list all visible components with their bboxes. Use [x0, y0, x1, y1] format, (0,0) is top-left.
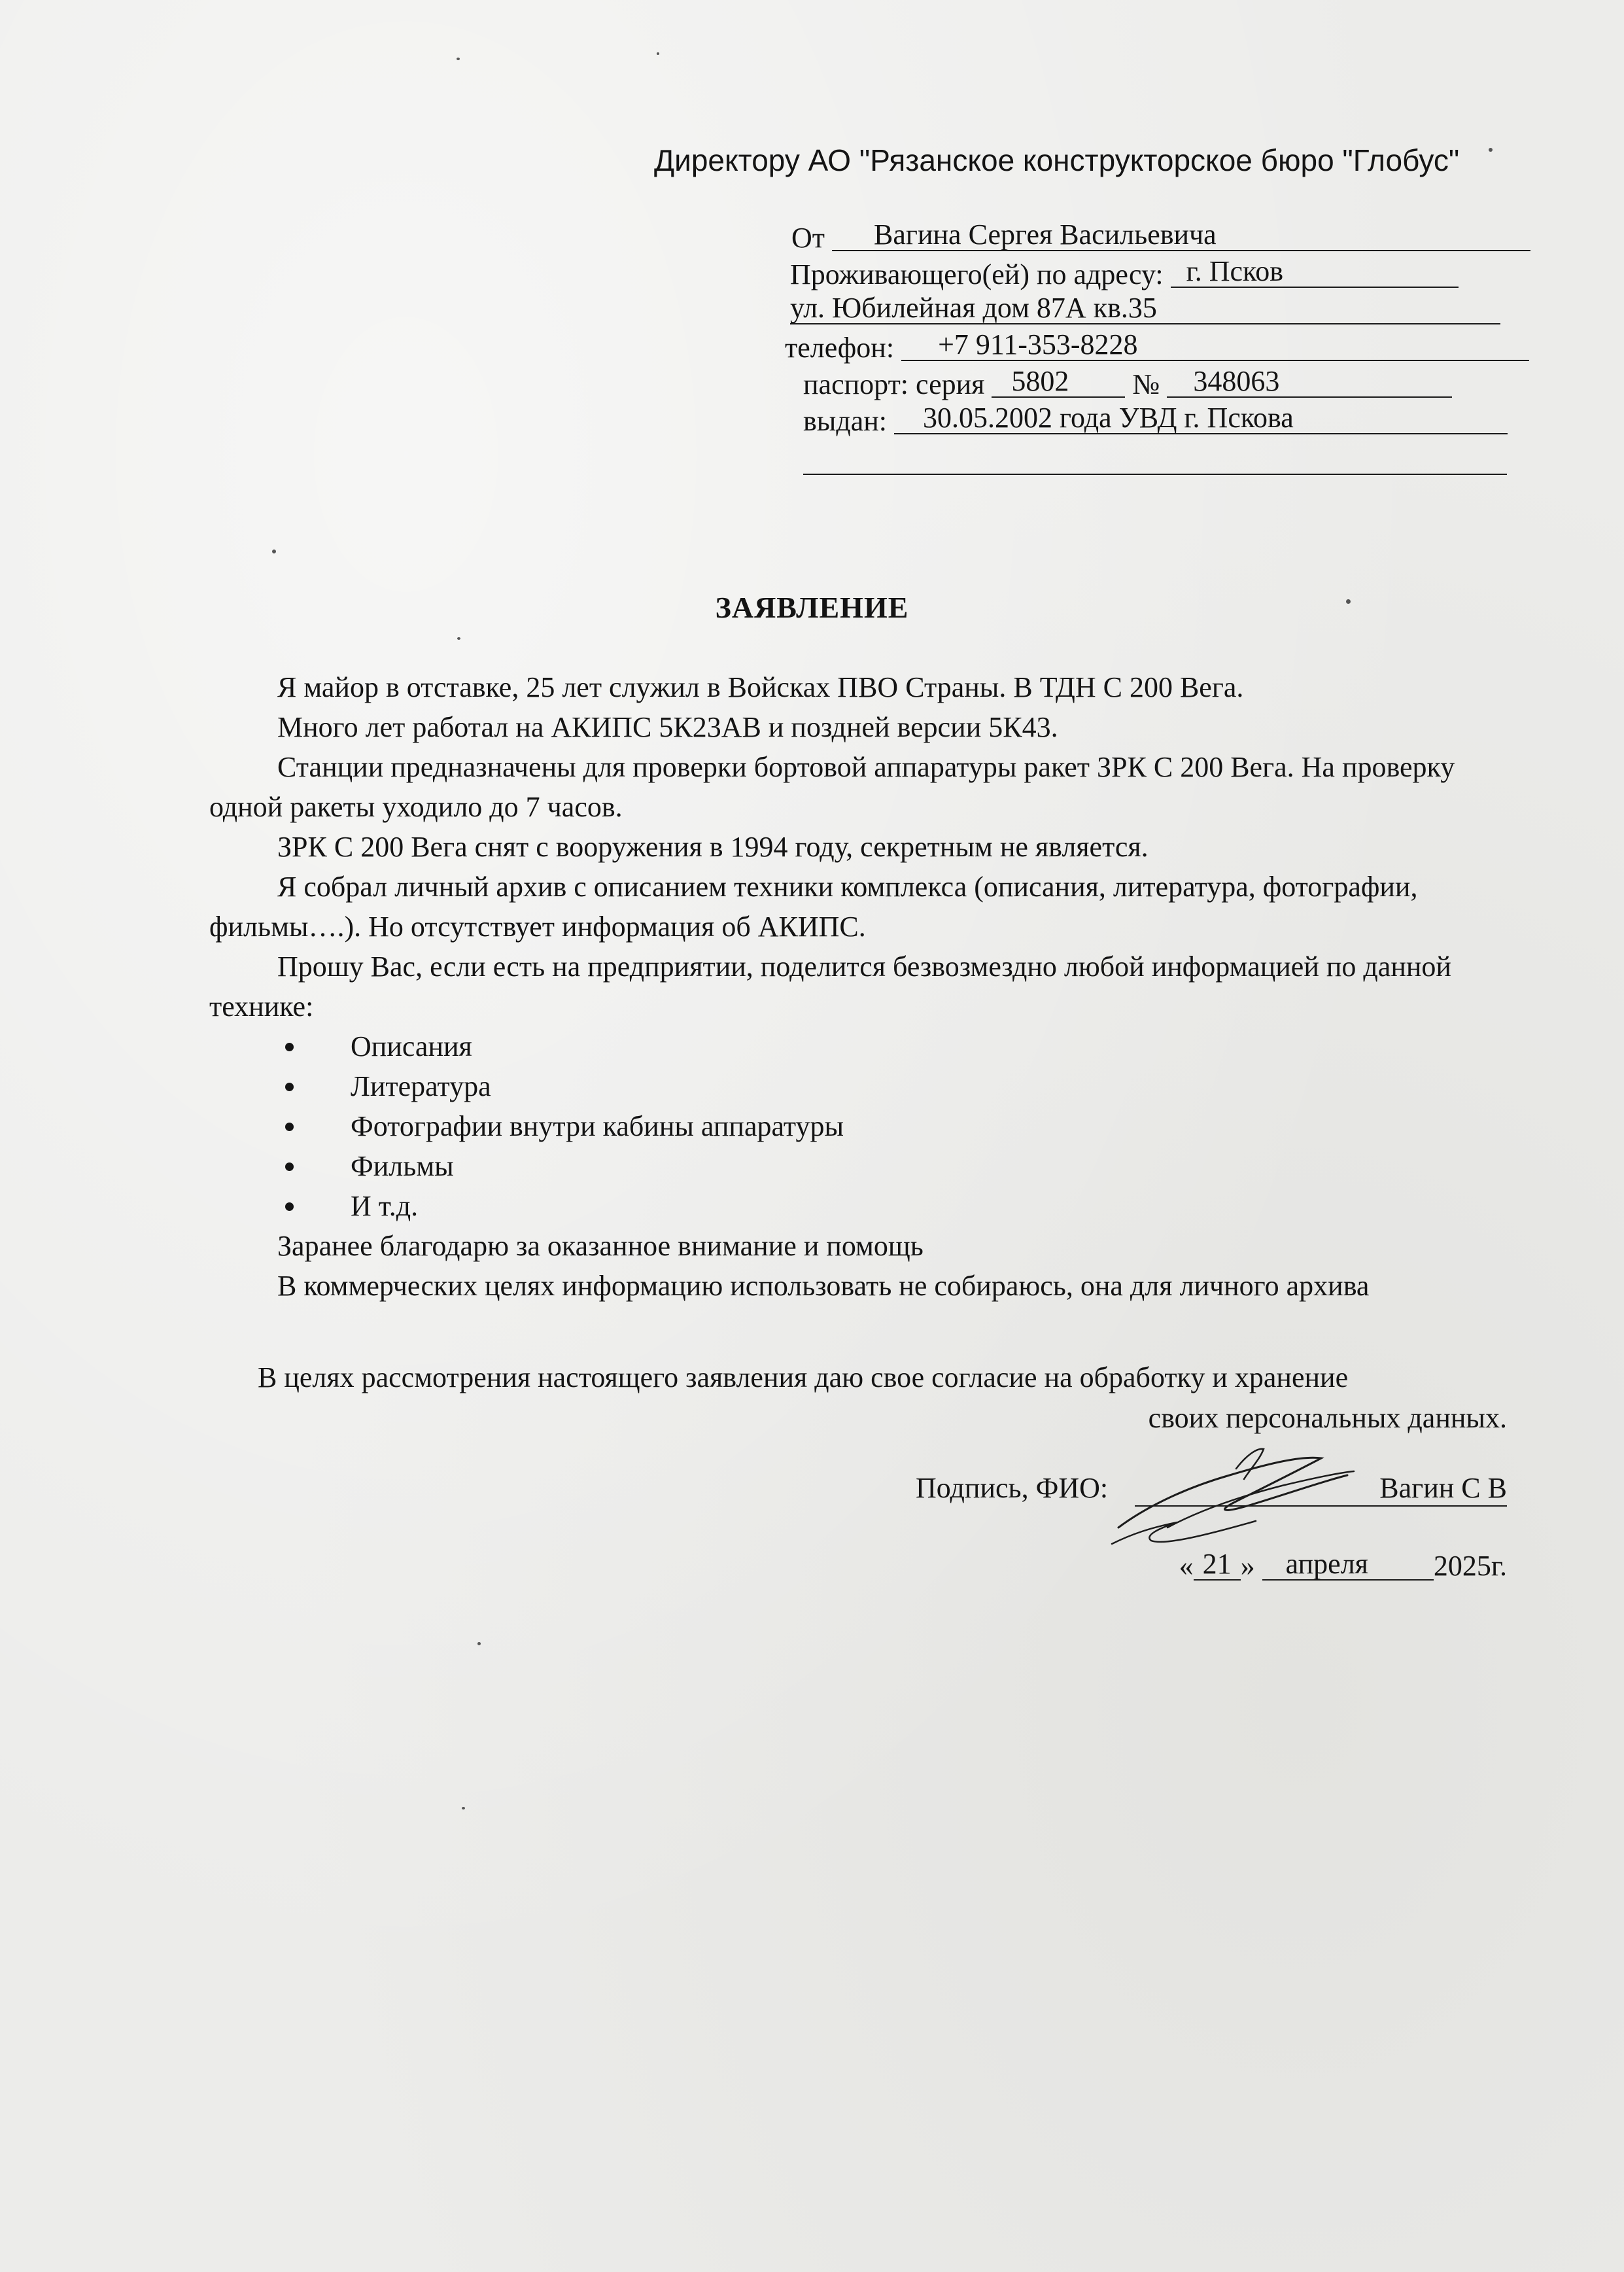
statement-body: [209, 667, 1517, 1306]
document-title: ЗАЯВЛЕНИЕ: [715, 591, 909, 624]
body-paragraph: ЗРК С 200 Вега снят с вооружения в 1994 году, секретным не является.: [277, 831, 1149, 863]
body-paragraph: Прошу Вас, если есть на предприятии, поделится безвозмездно любой информацией по данной технике:: [209, 951, 1451, 1022]
passport-number-label: №: [1132, 368, 1160, 400]
date-year-field: [1394, 1549, 1434, 1581]
phone-value: +7 911-353-8228: [938, 328, 1138, 360]
from-name-field: [832, 220, 1530, 251]
sender-passport-line: [803, 366, 1452, 403]
street-value: Юбилейная дом 87А кв.35: [832, 292, 1157, 324]
scan-speck: [462, 1807, 465, 1809]
bullet-icon: [285, 1083, 294, 1091]
consent-line-1: В целях рассмотрения настоящего заявления даю свое согласие на обработку и хранение: [258, 1361, 1349, 1393]
body-paragraph: Станции предназначены для проверки бортовой аппаратуры ракет ЗРК С 200 Вега. На проверку одной ракеты уходило до 7 часов.: [209, 751, 1455, 823]
bullet-icon: [285, 1202, 294, 1211]
date-row: [1179, 1549, 1507, 1582]
issued-value: 30.05.2002 года УВД г. Пскова: [923, 402, 1294, 434]
sender-address-line: [790, 256, 1459, 293]
body-paragraph: Много лет работал на АКИПС 5К23АВ и поздней версии 5К43.: [277, 711, 1058, 743]
sender-street-line: [790, 293, 1500, 330]
scan-speck: [657, 52, 659, 55]
date-year: 2025г.: [1433, 1550, 1507, 1582]
address-city-value: г. Псков: [1186, 255, 1283, 287]
scan-speck: [272, 550, 276, 553]
passport-series-field: [992, 366, 1125, 398]
from-name-value: Вагина Сергея Васильевича: [874, 218, 1217, 251]
body-paragraph: Я майор в отставке, 25 лет служил в Войсках ПВО Страны. В ТДН С 200 Вега.: [277, 671, 1244, 703]
date-day: 21: [1202, 1548, 1232, 1580]
body-paragraph: Я собрал личный архив с описанием техники комплекса (описания, литература, фотографии, фильмы….). Но отсутствует информация об АКИПС.: [209, 871, 1418, 943]
phone-field: [901, 330, 1529, 361]
list-item-text: Фотографии внутри кабины аппаратуры: [351, 1110, 844, 1142]
list-item: [209, 1066, 1517, 1106]
passport-number-field: [1167, 366, 1452, 398]
scan-speck: [477, 1642, 481, 1645]
sender-issued-line: [803, 403, 1508, 440]
bullet-icon: [285, 1123, 294, 1131]
requested-items-list: [209, 1026, 1517, 1226]
addressee-line: Директору АО "Рязанское конструкторское бюро "Глобус": [654, 143, 1460, 177]
signature-label: Подпись, ФИО:: [916, 1472, 1109, 1504]
passport-series-value: 5802: [1011, 365, 1069, 397]
date-month: апреля: [1285, 1548, 1368, 1580]
date-open-quote: «: [1179, 1550, 1194, 1582]
list-item-text: Описания: [351, 1030, 472, 1062]
date-close-quote: »: [1240, 1550, 1255, 1582]
consent-line-2: своих персональных данных.: [1148, 1402, 1507, 1434]
list-item-text: И т.д.: [351, 1190, 419, 1222]
bullet-icon: [285, 1162, 294, 1171]
sender-phone-line: [785, 330, 1529, 366]
list-item: [209, 1026, 1517, 1066]
consent-block: [209, 1357, 1507, 1439]
scan-speck: [457, 637, 460, 640]
street-label: ул.: [790, 292, 825, 324]
list-item: [209, 1106, 1517, 1146]
issued-field: [894, 403, 1508, 434]
street-field: [790, 293, 1500, 324]
list-item: [209, 1146, 1517, 1186]
scan-speck: [1489, 148, 1493, 152]
handwritten-signature-icon: [1105, 1429, 1472, 1554]
address-label: Проживающего(ей) по адресу:: [790, 258, 1164, 290]
passport-label: паспорт: серия: [803, 368, 985, 400]
from-label: От: [791, 222, 825, 254]
body-paragraph: В коммерческих целях информацию использовать не собираюсь, она для личного архива: [277, 1270, 1370, 1302]
sender-from-line: [791, 220, 1530, 256]
address-city-field: [1171, 256, 1459, 288]
blank-fill-line: [803, 474, 1507, 475]
date-month-field: [1262, 1549, 1394, 1581]
body-paragraph: Заранее благодарю за оказанное внимание и помощь: [277, 1230, 924, 1262]
date-day-field: [1194, 1549, 1241, 1581]
scan-speck: [457, 58, 460, 60]
list-item: [209, 1186, 1517, 1226]
issued-label: выдан:: [803, 405, 888, 437]
signature-name: Вагин С В: [1379, 1472, 1507, 1504]
passport-number-value: 348063: [1193, 365, 1280, 397]
phone-label: телефон:: [785, 332, 895, 364]
bullet-icon: [285, 1043, 294, 1051]
list-item-text: Литература: [351, 1070, 491, 1102]
list-item-text: Фильмы: [351, 1150, 454, 1182]
